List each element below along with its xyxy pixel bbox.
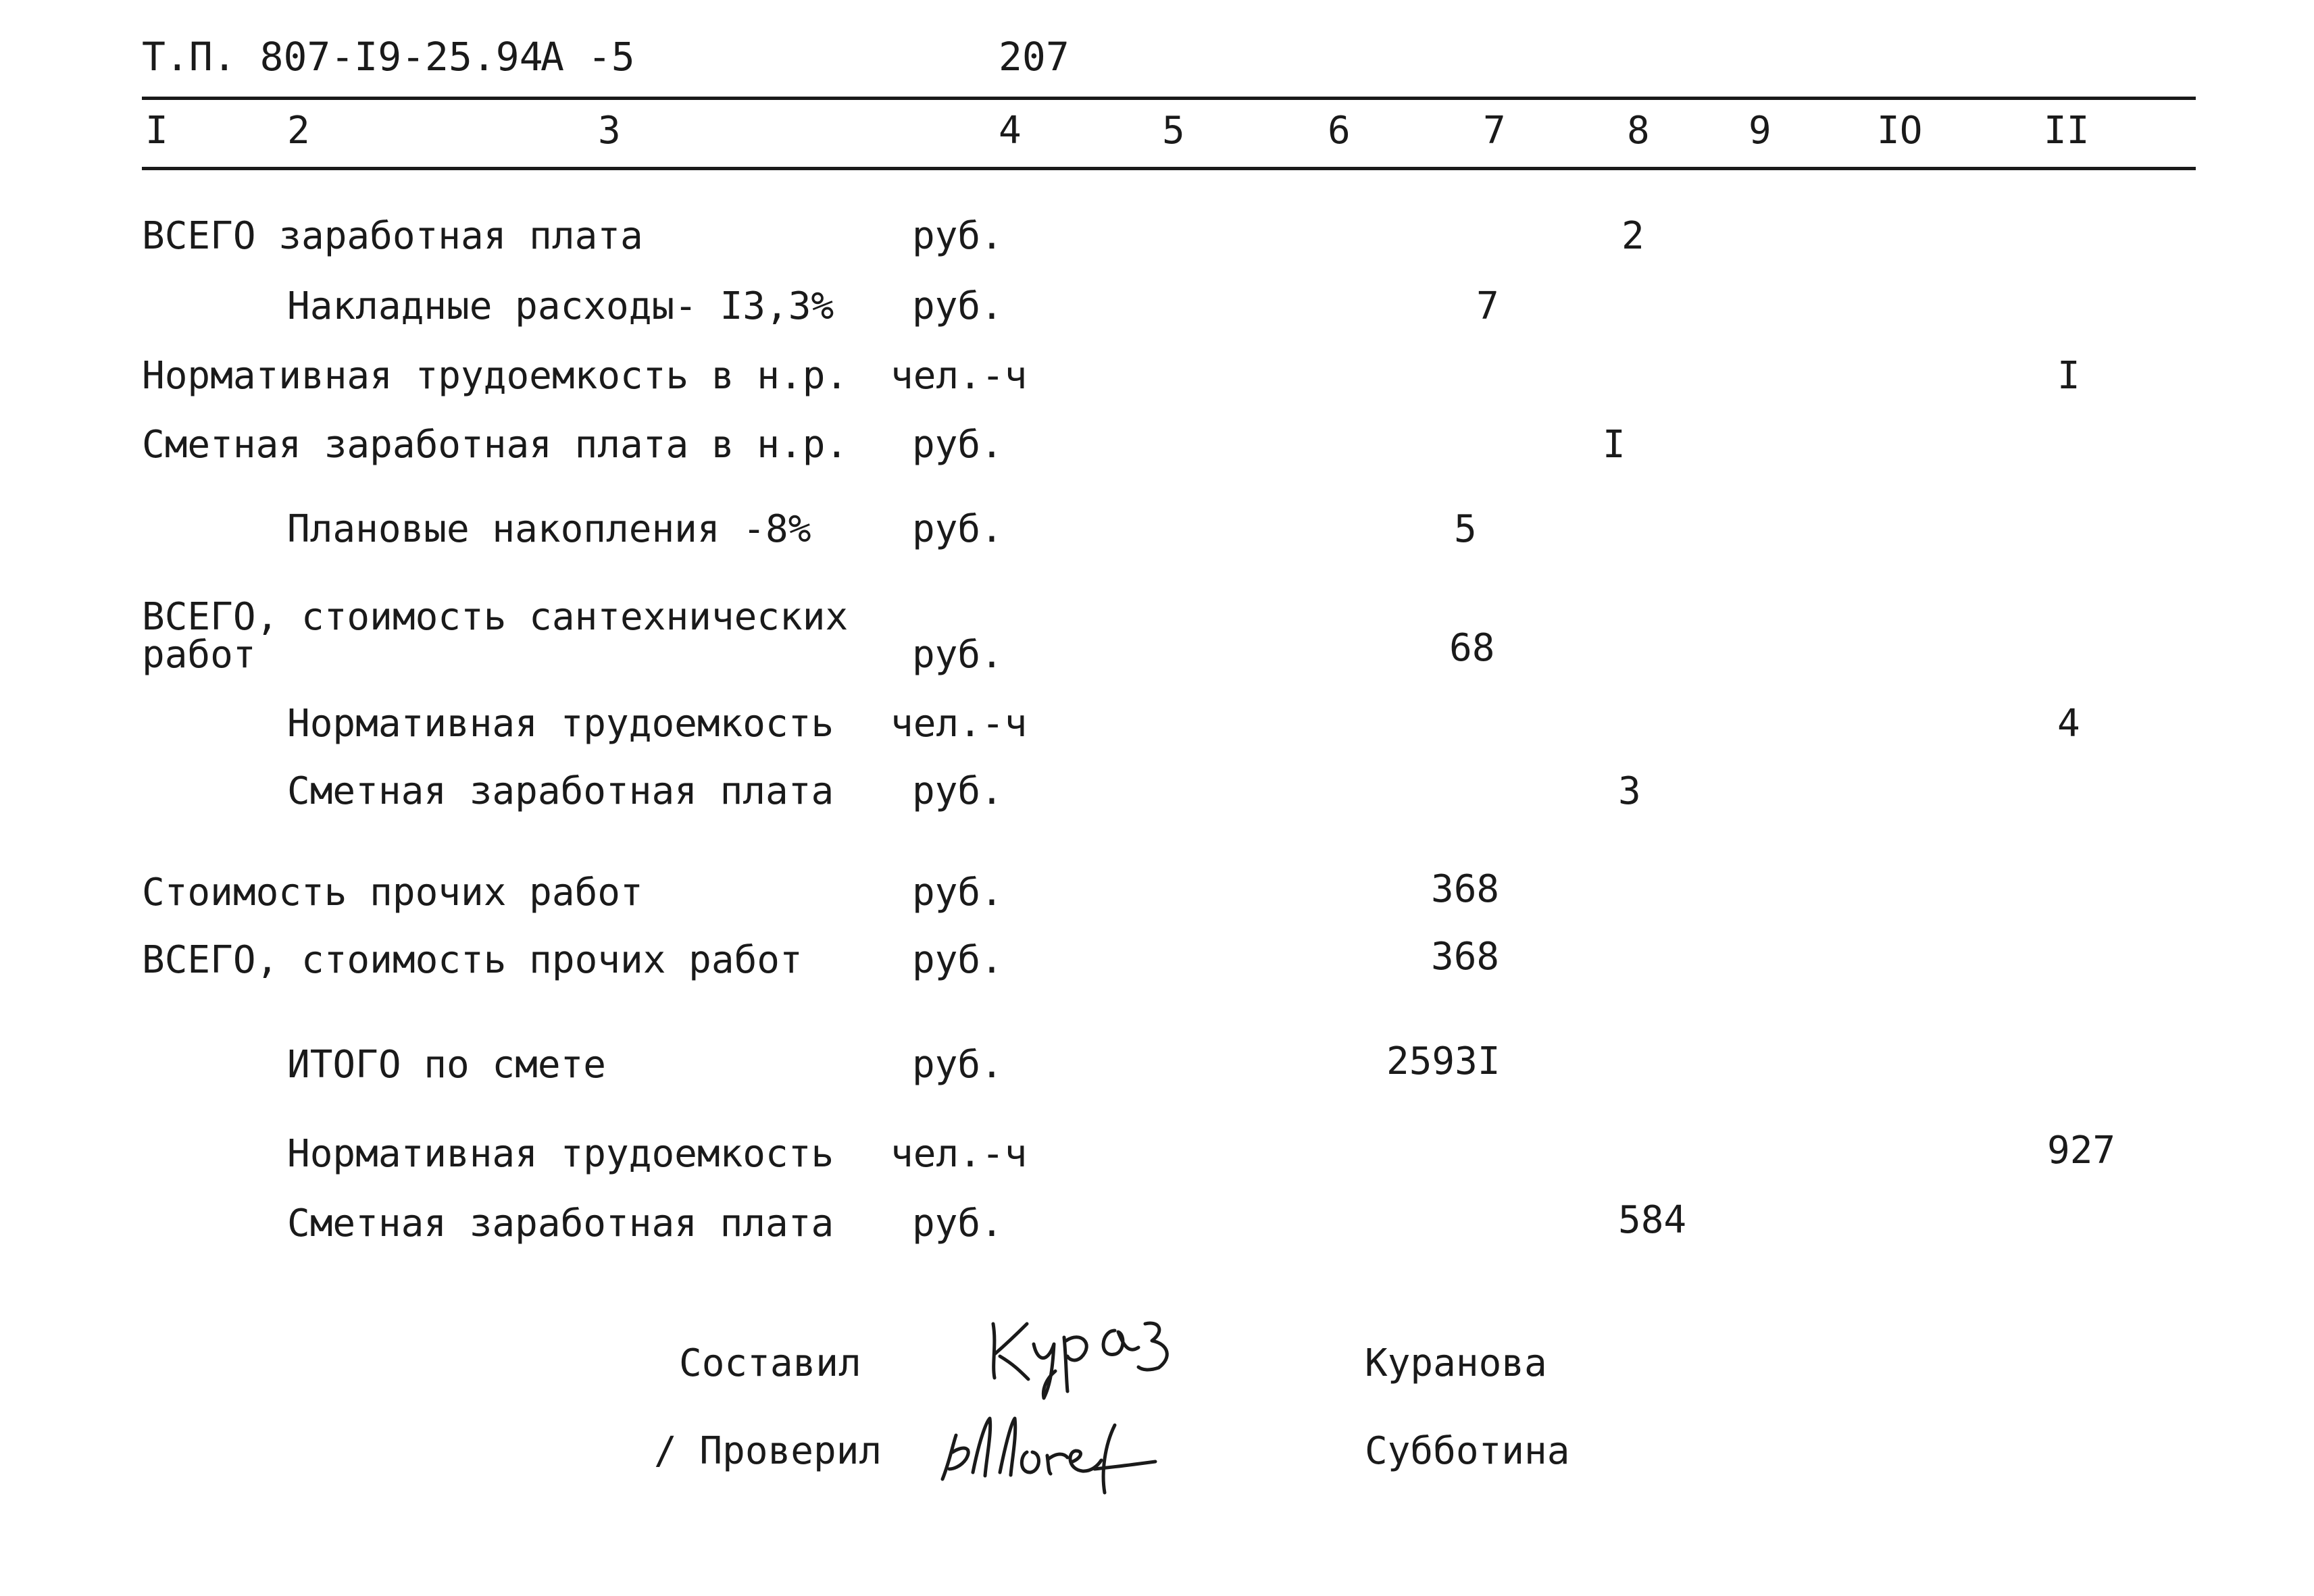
row-value-col7: 5 [1454, 507, 1477, 551]
total-label: ИТОГО по смете [287, 1043, 607, 1087]
row-unit: руб. [912, 423, 1003, 467]
row-label: Нормативная трудоемкость [287, 1132, 834, 1176]
row-label: Сметная заработная плата [287, 1202, 834, 1245]
column-header: 2 [287, 109, 310, 153]
row-value-col8: 3 [1618, 769, 1641, 813]
column-header: II [2044, 109, 2090, 153]
column-header: 4 [999, 109, 1022, 153]
page-number: 207 [999, 34, 1070, 80]
checked-by-label: / Проверил [654, 1429, 882, 1473]
compiled-by-label: Составил [679, 1341, 861, 1385]
row-unit: руб. [912, 284, 1003, 328]
row-unit: чел.-ч [890, 702, 1028, 746]
row-label: ВСЕГО, стоимость прочих работ [142, 938, 803, 982]
album-number: А -5 [540, 34, 635, 80]
column-header: 9 [1749, 109, 1771, 153]
row-unit: руб. [912, 769, 1003, 813]
row-value-col11: 4 [2057, 702, 2080, 746]
compiled-signature [980, 1304, 1189, 1405]
row-value-col8: 2 [1621, 214, 1644, 258]
row-label: Сметная заработная плата в н.р. [142, 423, 849, 467]
row-value-col7: 68 [1449, 626, 1495, 670]
checked-by-name: Субботина [1365, 1429, 1570, 1473]
row-unit: руб. [912, 214, 1003, 258]
row-unit: руб. [912, 1043, 1003, 1087]
row-value-col8: I [1603, 423, 1626, 467]
compiled-by-name: Куранова [1365, 1341, 1547, 1385]
column-header: 6 [1328, 109, 1351, 153]
row-label: Плановые накопления -8% [287, 507, 811, 551]
column-header: 8 [1627, 109, 1650, 153]
total-value-col7: 2593I [1386, 1039, 1501, 1083]
column-header: IO [1877, 109, 1923, 153]
header-bottom-rule [142, 167, 2196, 170]
row-label: Нормативная трудоемкость в н.р. [142, 354, 849, 398]
checked-signature [932, 1405, 1169, 1499]
row-label: Накладные расходы- I3,3% [287, 284, 834, 328]
column-header: 5 [1162, 109, 1185, 153]
document-reference: Т.П. 807-I9-25.94 [142, 34, 543, 80]
row-unit: руб. [912, 633, 1003, 677]
row-value-col11: 927 [2047, 1129, 2116, 1173]
row-label-line1: ВСЕГО, стоимость сантехнических [142, 595, 849, 639]
row-unit: чел.-ч [890, 354, 1028, 398]
row-unit: руб. [912, 938, 1003, 982]
column-header: 3 [598, 109, 621, 153]
row-label: Нормативная трудоемкость [287, 702, 834, 746]
row-label: Стоимость прочих работ [142, 871, 643, 915]
row-value-col7: 7 [1476, 284, 1499, 328]
row-label: ВСЕГО заработная плата [142, 214, 643, 258]
row-unit: чел.-ч [890, 1132, 1028, 1176]
row-value-col11: I [2057, 354, 2080, 398]
row-label: Сметная заработная плата [287, 769, 834, 813]
column-header: I [145, 109, 168, 153]
row-value-col8: 584 [1618, 1198, 1687, 1242]
header-top-rule [142, 97, 2196, 100]
row-unit: руб. [912, 1202, 1003, 1245]
column-header: 7 [1483, 109, 1506, 153]
row-unit: руб. [912, 507, 1003, 551]
row-unit: руб. [912, 871, 1003, 915]
row-label-line2: работ [142, 633, 256, 677]
row-value-col7: 368 [1431, 935, 1500, 979]
row-value-col7: 368 [1431, 867, 1500, 911]
